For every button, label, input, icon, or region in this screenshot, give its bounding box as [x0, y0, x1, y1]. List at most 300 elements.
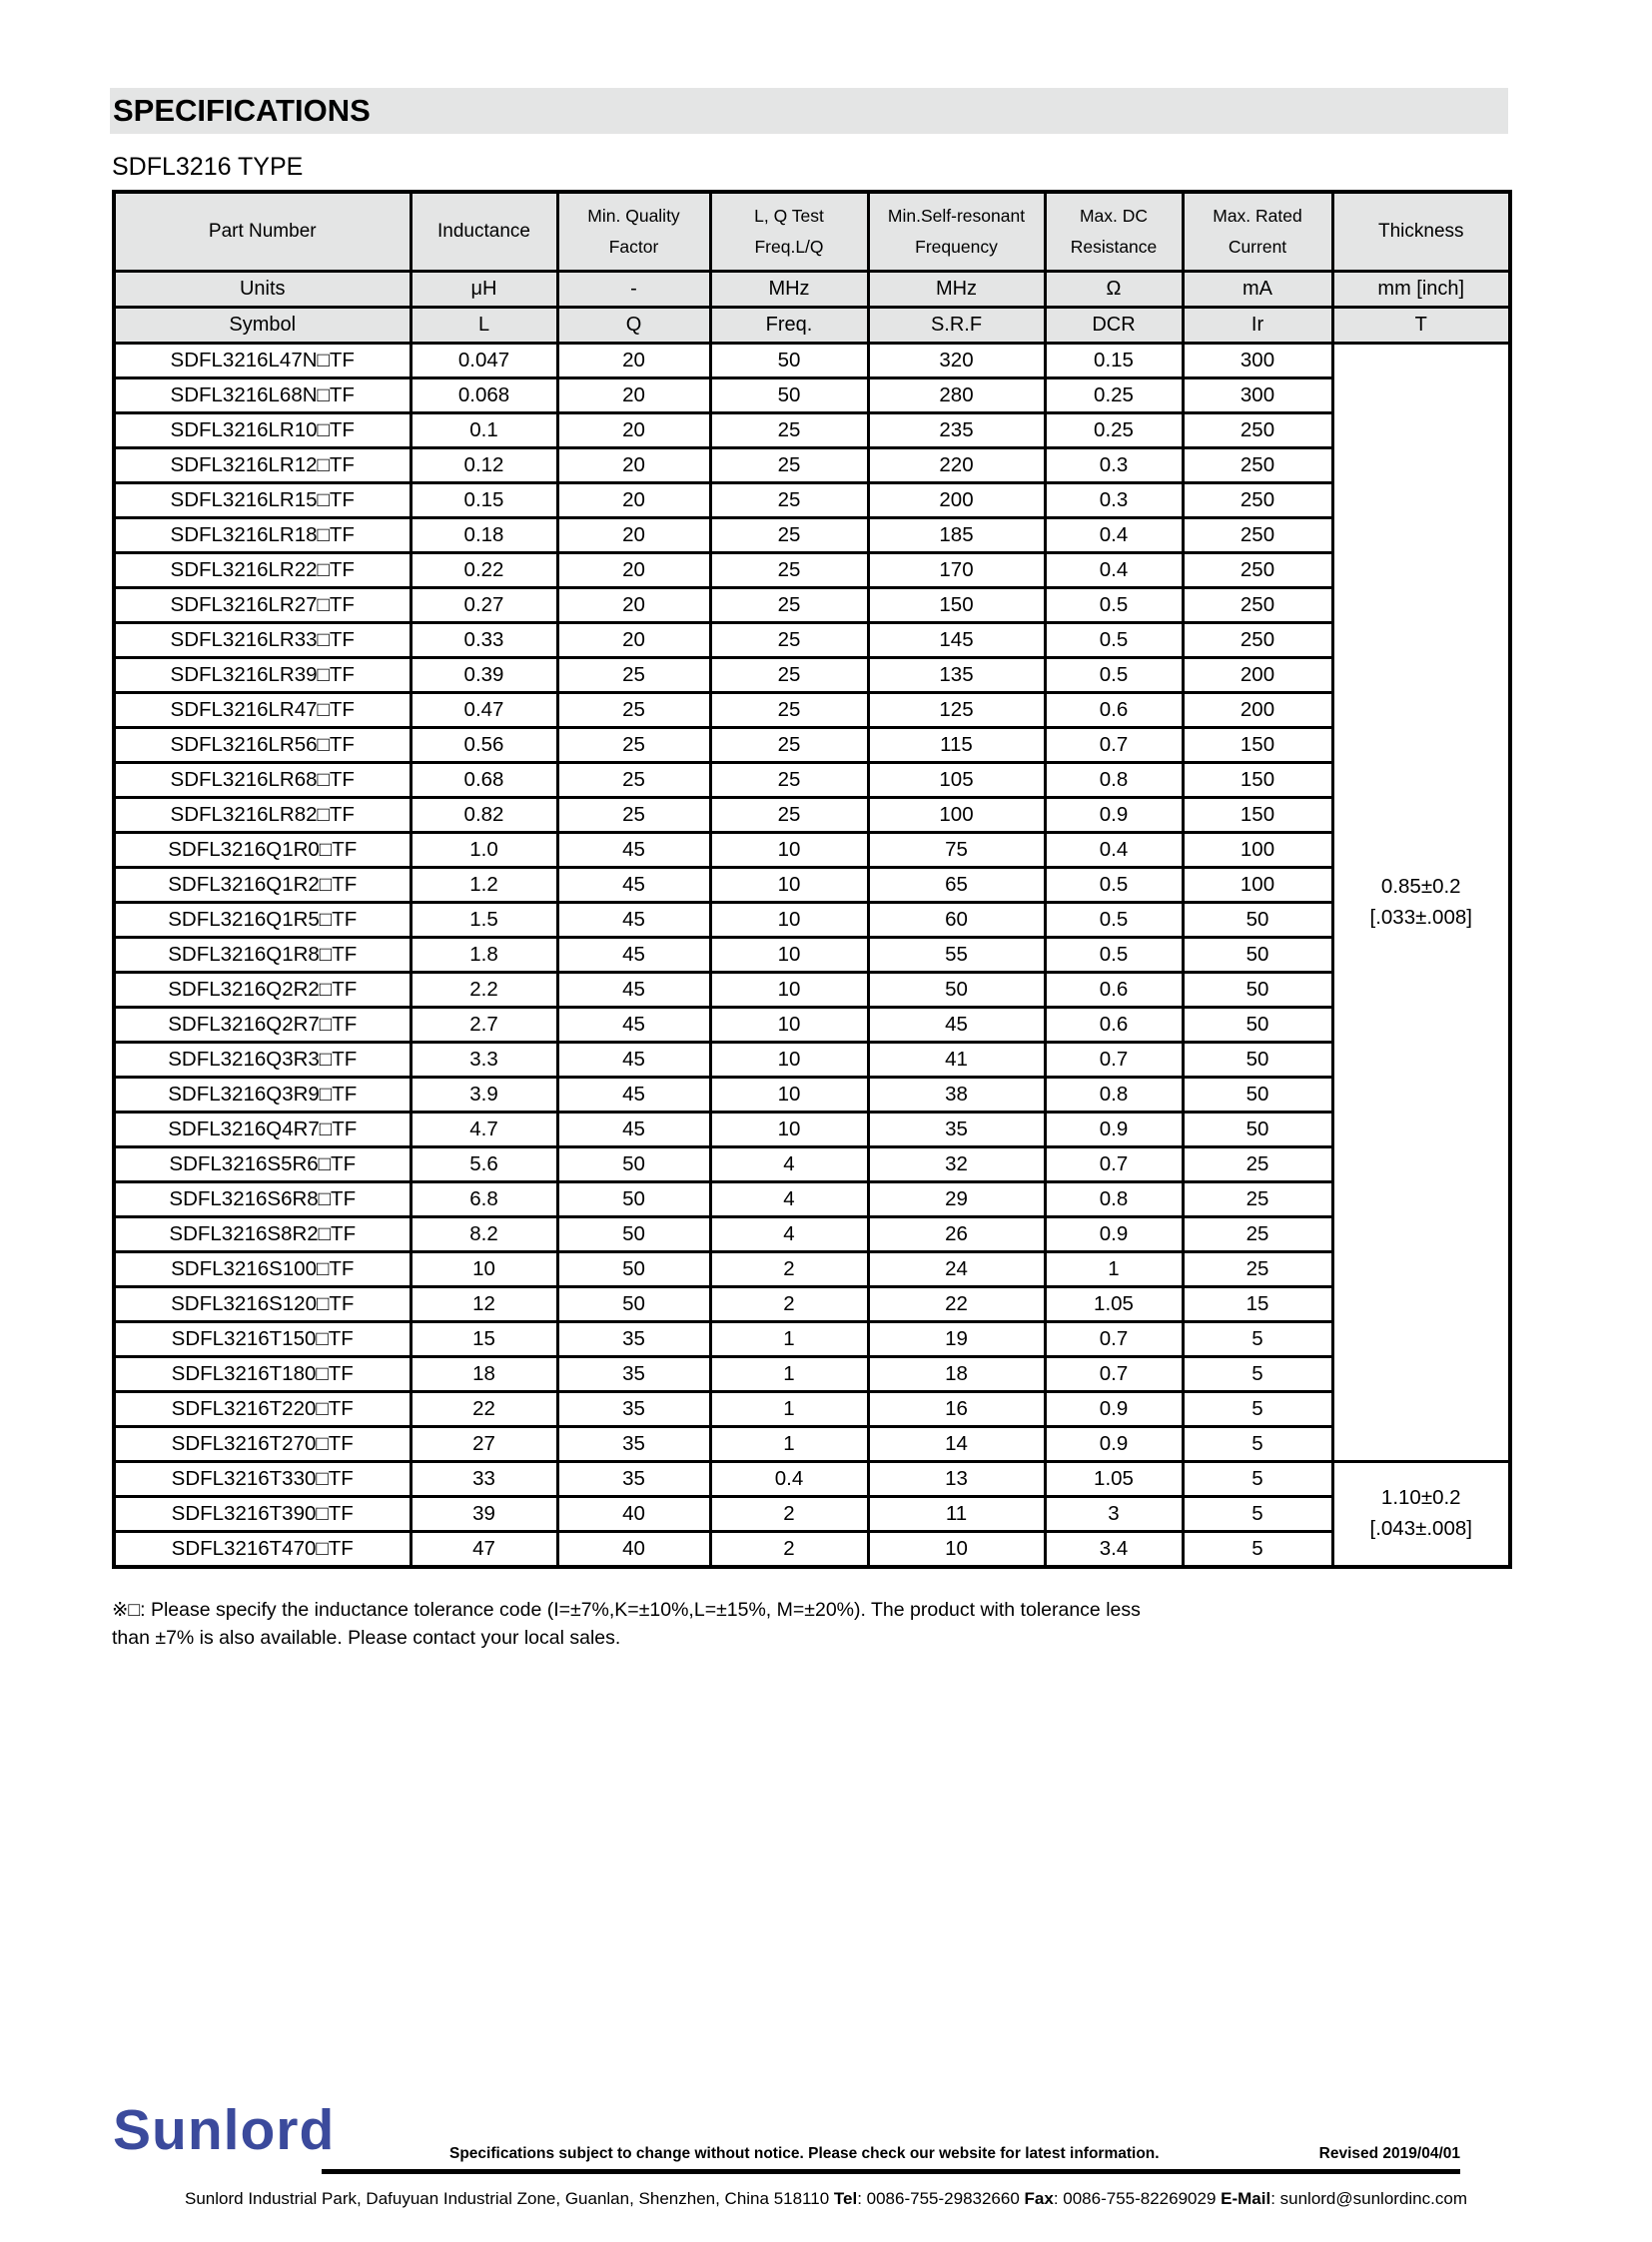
data-cell: 50: [1183, 903, 1332, 938]
data-cell: 185: [868, 518, 1045, 553]
data-cell: 0.82: [411, 798, 557, 833]
part-number-cell: SDFL3216S100□TF: [114, 1252, 411, 1287]
data-cell: 18: [868, 1357, 1045, 1392]
data-cell: 16: [868, 1392, 1045, 1427]
data-cell: 2: [710, 1252, 868, 1287]
data-cell: 0.12: [411, 448, 557, 483]
units-cell: -: [557, 272, 710, 308]
data-cell: 0.6: [1045, 693, 1183, 728]
part-number-cell: SDFL3216T270□TF: [114, 1427, 411, 1462]
data-cell: 25: [710, 623, 868, 658]
footer-address-label: Fax: [1024, 2189, 1054, 2208]
symbol-row-label: Symbol: [114, 308, 411, 344]
table-row: [114, 693, 1510, 728]
table-row: [114, 518, 1510, 553]
data-cell: 50: [710, 344, 868, 378]
data-cell: 5: [1183, 1322, 1332, 1357]
data-cell: 5: [1183, 1427, 1332, 1462]
data-cell: 0.4: [1045, 553, 1183, 588]
data-cell: 1: [710, 1357, 868, 1392]
data-cell: 35: [868, 1113, 1045, 1147]
footer-address-text: : 0086-755-29832660: [857, 2189, 1025, 2208]
data-cell: 0.5: [1045, 938, 1183, 973]
data-cell: 1.2: [411, 868, 557, 903]
data-cell: 2.7: [411, 1008, 557, 1043]
data-cell: 3: [1045, 1497, 1183, 1532]
data-cell: 50: [710, 378, 868, 413]
data-cell: 0.5: [1045, 658, 1183, 693]
data-cell: 50: [557, 1147, 710, 1182]
data-cell: 25: [710, 553, 868, 588]
data-cell: 45: [557, 1078, 710, 1113]
data-cell: 19: [868, 1322, 1045, 1357]
table-row: [114, 1113, 1510, 1147]
data-cell: 20: [557, 553, 710, 588]
table-row: [114, 763, 1510, 798]
units-cell: μH: [411, 272, 557, 308]
data-cell: 1.0: [411, 833, 557, 868]
data-cell: 0.15: [411, 483, 557, 518]
part-number-cell: SDFL3216LR82□TF: [114, 798, 411, 833]
data-cell: 0.1: [411, 413, 557, 448]
data-cell: 115: [868, 728, 1045, 763]
data-cell: 50: [868, 973, 1045, 1008]
data-cell: 235: [868, 413, 1045, 448]
part-number-cell: SDFL3216T220□TF: [114, 1392, 411, 1427]
data-cell: 55: [868, 938, 1045, 973]
part-number-cell: SDFL3216LR10□TF: [114, 413, 411, 448]
data-cell: 29: [868, 1182, 1045, 1217]
data-cell: 0.5: [1045, 868, 1183, 903]
table-row: [114, 868, 1510, 903]
data-cell: 10: [710, 903, 868, 938]
part-number-cell: SDFL3216T180□TF: [114, 1357, 411, 1392]
data-cell: 1: [710, 1427, 868, 1462]
data-cell: 40: [557, 1532, 710, 1568]
data-cell: 50: [1183, 1078, 1332, 1113]
units-cell: MHz: [868, 272, 1045, 308]
data-cell: 135: [868, 658, 1045, 693]
data-cell: 1: [1045, 1252, 1183, 1287]
data-cell: 12: [411, 1287, 557, 1322]
data-cell: 25: [710, 483, 868, 518]
part-number-cell: SDFL3216Q1R2□TF: [114, 868, 411, 903]
data-cell: 10: [710, 973, 868, 1008]
data-cell: 24: [868, 1252, 1045, 1287]
data-cell: 0.39: [411, 658, 557, 693]
data-cell: 0.6: [1045, 973, 1183, 1008]
table-row: [114, 483, 1510, 518]
data-cell: 41: [868, 1043, 1045, 1078]
data-cell: 0.5: [1045, 623, 1183, 658]
data-cell: 18: [411, 1357, 557, 1392]
data-cell: 0.068: [411, 378, 557, 413]
data-cell: 15: [411, 1322, 557, 1357]
data-cell: 0.5: [1045, 588, 1183, 623]
data-cell: 35: [557, 1392, 710, 1427]
data-cell: 40: [557, 1497, 710, 1532]
data-cell: 20: [557, 378, 710, 413]
footer-address-text: Sunlord Industrial Park, Dafuyuan Industrial Zone, Guanlan, Shenzhen, China 518110: [185, 2189, 834, 2208]
data-cell: 2: [710, 1497, 868, 1532]
data-cell: 0.9: [1045, 1113, 1183, 1147]
data-cell: 0.33: [411, 623, 557, 658]
column-header: L, Q Test Freq.L/Q: [710, 192, 868, 272]
data-cell: 5.6: [411, 1147, 557, 1182]
table-row: [114, 1078, 1510, 1113]
data-cell: 25: [1183, 1252, 1332, 1287]
part-number-cell: SDFL3216LR47□TF: [114, 693, 411, 728]
data-cell: 10: [710, 868, 868, 903]
data-cell: 0.25: [1045, 378, 1183, 413]
footer-revised: Revised 2019/04/01: [1318, 2145, 1460, 2162]
data-cell: 20: [557, 588, 710, 623]
table-row: [114, 1043, 1510, 1078]
data-cell: 32: [868, 1147, 1045, 1182]
data-cell: 10: [710, 1078, 868, 1113]
part-number-cell: SDFL3216LR39□TF: [114, 658, 411, 693]
table-row: [114, 1147, 1510, 1182]
part-number-cell: SDFL3216T150□TF: [114, 1322, 411, 1357]
data-cell: 0.47: [411, 693, 557, 728]
data-cell: 45: [557, 1113, 710, 1147]
data-cell: 45: [557, 868, 710, 903]
data-cell: 3.3: [411, 1043, 557, 1078]
data-cell: 300: [1183, 344, 1332, 378]
data-cell: 25: [1183, 1147, 1332, 1182]
part-number-cell: SDFL3216T470□TF: [114, 1532, 411, 1568]
data-cell: 250: [1183, 413, 1332, 448]
data-cell: 20: [557, 483, 710, 518]
table-row: [114, 658, 1510, 693]
footer-address-text: : 0086-755-82269029: [1053, 2189, 1222, 2208]
data-cell: 100: [1183, 833, 1332, 868]
footer-address-text: : sunlord@sunlordinc.com: [1270, 2189, 1467, 2208]
part-number-cell: SDFL3216Q1R0□TF: [114, 833, 411, 868]
data-cell: 100: [1183, 868, 1332, 903]
data-cell: 150: [1183, 728, 1332, 763]
data-cell: 13: [868, 1462, 1045, 1497]
data-cell: 25: [710, 448, 868, 483]
data-cell: 0.3: [1045, 448, 1183, 483]
table-row: [114, 1182, 1510, 1217]
data-cell: 2.2: [411, 973, 557, 1008]
table-row: [114, 1427, 1510, 1462]
part-number-cell: SDFL3216T390□TF: [114, 1497, 411, 1532]
data-cell: 1.05: [1045, 1462, 1183, 1497]
data-cell: 26: [868, 1217, 1045, 1252]
column-header: Min. Quality Factor: [557, 192, 710, 272]
type-title: SDFL3216 TYPE: [112, 153, 304, 181]
symbol-cell: T: [1332, 308, 1510, 344]
data-cell: 4: [710, 1217, 868, 1252]
column-header: Max. DC Resistance: [1045, 192, 1183, 272]
footer-notice: Specifications subject to change without notice. Please check our website for latest information.: [449, 2145, 1160, 2162]
data-cell: 200: [868, 483, 1045, 518]
table-row: [114, 344, 1510, 378]
table-row: [114, 1392, 1510, 1427]
table-row: [114, 1532, 1510, 1568]
data-cell: 200: [1183, 658, 1332, 693]
part-number-cell: SDFL3216LR27□TF: [114, 588, 411, 623]
data-cell: 35: [557, 1462, 710, 1497]
tolerance-note-line-2: than ±7% is also available. Please contact your local sales.: [112, 1627, 621, 1649]
data-cell: 25: [557, 728, 710, 763]
data-cell: 320: [868, 344, 1045, 378]
data-cell: 0.7: [1045, 1322, 1183, 1357]
data-cell: 0.15: [1045, 344, 1183, 378]
data-cell: 10: [710, 833, 868, 868]
data-cell: 0.18: [411, 518, 557, 553]
data-cell: 25: [1183, 1217, 1332, 1252]
data-cell: 15: [1183, 1287, 1332, 1322]
data-cell: 0.7: [1045, 1357, 1183, 1392]
part-number-cell: SDFL3216Q1R8□TF: [114, 938, 411, 973]
data-cell: 33: [411, 1462, 557, 1497]
data-cell: 50: [557, 1252, 710, 1287]
data-cell: 1: [710, 1322, 868, 1357]
data-cell: 125: [868, 693, 1045, 728]
data-cell: 22: [868, 1287, 1045, 1322]
data-cell: 75: [868, 833, 1045, 868]
data-cell: 0.9: [1045, 1217, 1183, 1252]
data-cell: 45: [557, 903, 710, 938]
table-row: [114, 1252, 1510, 1287]
data-cell: 0.25: [1045, 413, 1183, 448]
data-cell: 250: [1183, 623, 1332, 658]
data-cell: 280: [868, 378, 1045, 413]
table-row: [114, 553, 1510, 588]
data-cell: 0.27: [411, 588, 557, 623]
part-number-cell: SDFL3216S8R2□TF: [114, 1217, 411, 1252]
tolerance-note-line-1: ※□: Please specify the inductance tolerance code (I=±7%,K=±10%,L=±15%, M=±20%). The product with tolerance less: [112, 1599, 1141, 1621]
data-cell: 220: [868, 448, 1045, 483]
data-cell: 25: [1183, 1182, 1332, 1217]
data-cell: 25: [710, 413, 868, 448]
data-cell: 10: [411, 1252, 557, 1287]
data-cell: 25: [710, 518, 868, 553]
data-cell: 3.4: [1045, 1532, 1183, 1568]
data-cell: 20: [557, 413, 710, 448]
data-cell: 5: [1183, 1532, 1332, 1568]
symbol-cell: S.R.F: [868, 308, 1045, 344]
spec-table: [112, 190, 1512, 1569]
data-cell: 10: [868, 1532, 1045, 1568]
data-cell: 25: [557, 763, 710, 798]
table-row: [114, 973, 1510, 1008]
data-cell: 0.7: [1045, 1043, 1183, 1078]
units-cell: mm [inch]: [1332, 272, 1510, 308]
table-row: [114, 1322, 1510, 1357]
data-cell: 150: [1183, 763, 1332, 798]
data-cell: 0.8: [1045, 763, 1183, 798]
data-cell: 45: [557, 1043, 710, 1078]
table-row: [114, 1287, 1510, 1322]
data-cell: 45: [557, 973, 710, 1008]
part-number-cell: SDFL3216LR18□TF: [114, 518, 411, 553]
data-cell: 0.8: [1045, 1182, 1183, 1217]
data-cell: 0.3: [1045, 483, 1183, 518]
data-cell: 0.8: [1045, 1078, 1183, 1113]
table-row: [114, 728, 1510, 763]
part-number-cell: SDFL3216LR68□TF: [114, 763, 411, 798]
column-header: Thickness: [1332, 192, 1510, 272]
data-cell: 50: [1183, 973, 1332, 1008]
symbol-cell: DCR: [1045, 308, 1183, 344]
units-row-label: Units: [114, 272, 411, 308]
part-number-cell: SDFL3216Q2R2□TF: [114, 973, 411, 1008]
data-cell: 5: [1183, 1462, 1332, 1497]
data-cell: 25: [710, 763, 868, 798]
data-cell: 0.9: [1045, 1427, 1183, 1462]
column-header: Inductance: [411, 192, 557, 272]
section-title: SPECIFICATIONS: [113, 93, 371, 128]
data-cell: 10: [710, 1008, 868, 1043]
data-cell: 45: [557, 938, 710, 973]
data-cell: 0.22: [411, 553, 557, 588]
table-row: [114, 1462, 1510, 1497]
symbol-cell: Ir: [1183, 308, 1332, 344]
data-cell: 47: [411, 1532, 557, 1568]
data-cell: 25: [710, 658, 868, 693]
part-number-cell: SDFL3216LR56□TF: [114, 728, 411, 763]
data-cell: 5: [1183, 1497, 1332, 1532]
table-row: [114, 623, 1510, 658]
data-cell: 22: [411, 1392, 557, 1427]
data-cell: 20: [557, 344, 710, 378]
data-cell: 250: [1183, 553, 1332, 588]
table-row: [114, 378, 1510, 413]
data-cell: 35: [557, 1322, 710, 1357]
data-cell: 25: [557, 693, 710, 728]
data-cell: 4: [710, 1182, 868, 1217]
footer-address: [0, 2189, 1652, 2209]
table-row: [114, 588, 1510, 623]
data-cell: 300: [1183, 378, 1332, 413]
units-cell: MHz: [710, 272, 868, 308]
data-cell: 1: [710, 1392, 868, 1427]
data-cell: 14: [868, 1427, 1045, 1462]
data-cell: 170: [868, 553, 1045, 588]
symbol-cell: L: [411, 308, 557, 344]
table-row: [114, 448, 1510, 483]
thickness-cell: 0.85±0.2 [.033±.008]: [1332, 344, 1510, 1462]
column-header: Min.Self-resonant Frequency: [868, 192, 1045, 272]
data-cell: 0.68: [411, 763, 557, 798]
data-cell: 50: [1183, 1008, 1332, 1043]
data-cell: 0.4: [1045, 833, 1183, 868]
data-cell: 38: [868, 1078, 1045, 1113]
thickness-cell: 1.10±0.2 [.043±.008]: [1332, 1462, 1510, 1568]
data-cell: 20: [557, 518, 710, 553]
part-number-cell: SDFL3216Q1R5□TF: [114, 903, 411, 938]
data-cell: 8.2: [411, 1217, 557, 1252]
table-row: [114, 1497, 1510, 1532]
data-cell: 0.5: [1045, 903, 1183, 938]
data-cell: 0.047: [411, 344, 557, 378]
data-cell: 39: [411, 1497, 557, 1532]
data-cell: 2: [710, 1287, 868, 1322]
data-cell: 60: [868, 903, 1045, 938]
data-cell: 50: [1183, 938, 1332, 973]
part-number-cell: SDFL3216L68N□TF: [114, 378, 411, 413]
data-cell: 2: [710, 1532, 868, 1568]
data-cell: 3.9: [411, 1078, 557, 1113]
data-cell: 50: [557, 1182, 710, 1217]
data-cell: 50: [557, 1217, 710, 1252]
footer-notice-row: [449, 2145, 1460, 2163]
table-row: [114, 413, 1510, 448]
part-number-cell: SDFL3216L47N□TF: [114, 344, 411, 378]
data-cell: 45: [868, 1008, 1045, 1043]
part-number-cell: SDFL3216LR33□TF: [114, 623, 411, 658]
footer-rule: [322, 2169, 1460, 2174]
data-cell: 0.4: [1045, 518, 1183, 553]
part-number-cell: SDFL3216S5R6□TF: [114, 1147, 411, 1182]
part-number-cell: SDFL3216LR12□TF: [114, 448, 411, 483]
footer-address-label: E-Mail: [1221, 2189, 1271, 2208]
data-cell: 50: [1183, 1043, 1332, 1078]
data-cell: 105: [868, 763, 1045, 798]
data-cell: 1.5: [411, 903, 557, 938]
data-cell: 250: [1183, 448, 1332, 483]
data-cell: 0.9: [1045, 1392, 1183, 1427]
part-number-cell: SDFL3216S120□TF: [114, 1287, 411, 1322]
data-cell: 100: [868, 798, 1045, 833]
data-cell: 10: [710, 1113, 868, 1147]
data-cell: 0.56: [411, 728, 557, 763]
data-cell: 0.9: [1045, 798, 1183, 833]
part-number-cell: SDFL3216LR15□TF: [114, 483, 411, 518]
data-cell: 25: [710, 798, 868, 833]
part-number-cell: SDFL3216S6R8□TF: [114, 1182, 411, 1217]
units-cell: mA: [1183, 272, 1332, 308]
spec-table-body: [114, 192, 1510, 1567]
data-cell: 25: [557, 658, 710, 693]
part-number-cell: SDFL3216Q3R9□TF: [114, 1078, 411, 1113]
data-cell: 25: [710, 693, 868, 728]
table-row: [114, 833, 1510, 868]
data-cell: 0.6: [1045, 1008, 1183, 1043]
data-cell: 27: [411, 1427, 557, 1462]
data-cell: 250: [1183, 483, 1332, 518]
data-cell: 50: [557, 1287, 710, 1322]
part-number-cell: SDFL3216LR22□TF: [114, 553, 411, 588]
table-row: [114, 1217, 1510, 1252]
footer-address-label: Tel: [833, 2189, 858, 2208]
data-cell: 145: [868, 623, 1045, 658]
table-row: [114, 938, 1510, 973]
data-cell: 250: [1183, 588, 1332, 623]
data-cell: 35: [557, 1357, 710, 1392]
data-cell: 10: [710, 1043, 868, 1078]
part-number-cell: SDFL3216T330□TF: [114, 1462, 411, 1497]
data-cell: 0.4: [710, 1462, 868, 1497]
data-cell: 35: [557, 1427, 710, 1462]
data-cell: 150: [1183, 798, 1332, 833]
data-cell: 50: [1183, 1113, 1332, 1147]
data-cell: 200: [1183, 693, 1332, 728]
data-cell: 11: [868, 1497, 1045, 1532]
data-cell: 150: [868, 588, 1045, 623]
data-cell: 4.7: [411, 1113, 557, 1147]
section-title-bar: [110, 88, 1508, 134]
data-cell: 0.7: [1045, 728, 1183, 763]
data-cell: 25: [710, 588, 868, 623]
data-cell: 5: [1183, 1392, 1332, 1427]
part-number-cell: SDFL3216Q3R3□TF: [114, 1043, 411, 1078]
data-cell: 250: [1183, 518, 1332, 553]
